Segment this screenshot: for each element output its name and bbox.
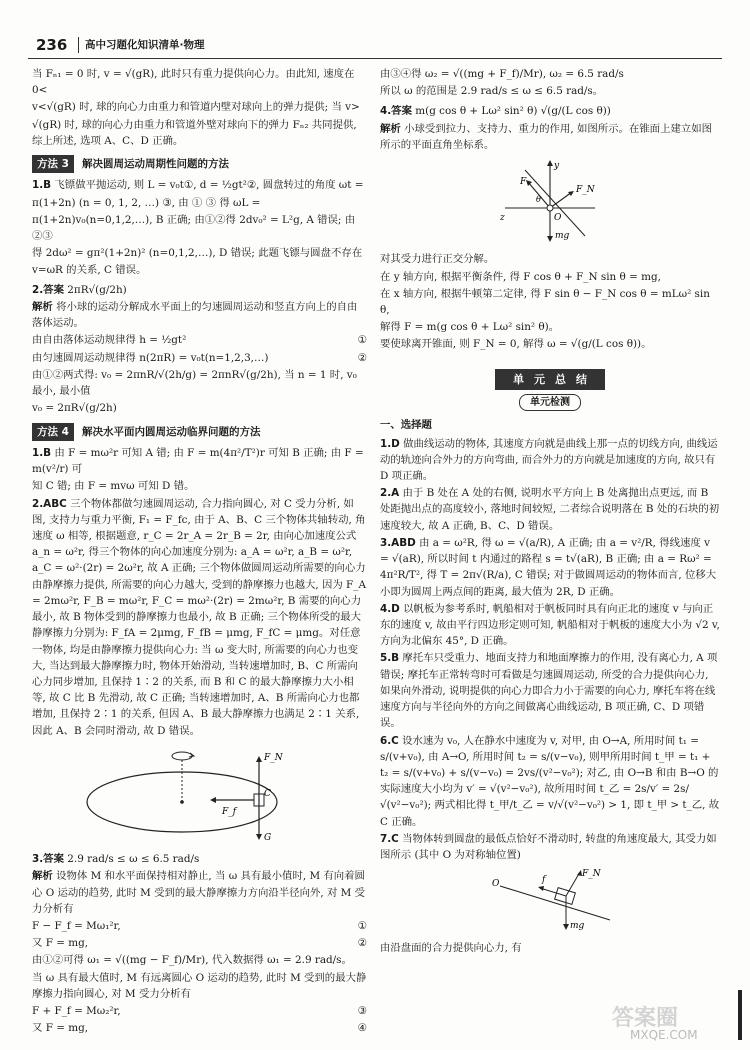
item-text: 当物体转到圆盘的最低点恰好不滑动时, 转盘的角速度最大, 其受力如图所示 (其中 O 为对称轴位置) [380, 832, 717, 862]
answer-value: 2πR√(g/2h) [67, 283, 127, 296]
answer-line: 在 y 轴方向, 根据平衡条件, 得 F cos θ + F_N sin θ = mg, [380, 270, 661, 283]
equation-ref: ② [357, 351, 367, 364]
label-mg: mg [555, 231, 570, 242]
item-number: 4.答案 [380, 105, 412, 118]
answer-value: m(g cos θ + Lω² sin² θ) √(g/(L cos θ)) [415, 105, 611, 118]
answer-item [32, 177, 367, 193]
label-ff: F_f [222, 806, 237, 817]
item-number: 6.C [380, 734, 399, 747]
equation-line [32, 918, 367, 934]
equation-line [32, 1020, 367, 1036]
equation-text: F + F_f = Mω₂²r, [32, 1005, 121, 1018]
page-header [28, 30, 722, 59]
answer-line: 由①②两式得: v₀ = 2πnR/√(2h/g) = 2πnR√(g/2h), 当 n = 1 时, v₀ 最小, 最小值 [32, 368, 357, 398]
item-text: 由 a = ω²R, 得 ω = √(a/R), A 正确; 由 a = v²/R, 得线速度 v = √(aR), 所以时间 t 内通过的路程 s = t√(aR), B 正确; 由 a = Rω² = 4π²R/T², 得 T = 2π√(R/a), C 错误; 对于做圆周运动的物体而言, 位移大小即为圆周上两点间的距离, 最大值为 2R, D 正确。 [380, 536, 717, 598]
intro-line: v<√(gR) 时, 球的向心力由重力和管道内壁对球向上的弹力提供; 当 v> [32, 101, 360, 114]
item-number: 2.A [380, 487, 400, 500]
answer-item [32, 445, 367, 477]
intro-line: √(gR) 时, 球的向心力由重力和管道外壁对球向下的弹力 Fₙ₂ 共同提供, 综上所述, 选项 A、C、D 正确。 [32, 118, 357, 147]
item-text: 三个物体都做匀速圆周运动, 合力指向圆心, 对 C 受力分析, 如图, 支持力与重力平衡, F₁ = F_fc, 由于 A、B、C 三个物体共轴转动, 角速度 ω 相等, 根据题意, r_C = 2r_A = 2r_B = 2r, 由向心加速度公式 a_n = ω²r, 得三个物体的向心加速度分别为: a_A = ω²r, a_B = ω²r, a_C = ω²·(2r) = 2ω²r, 故 A 正确; 三个物体做圆周运动所需要的向心力由静摩擦力提供, 所需要的向心力越大, 受到的静摩擦力也越大, 因为 F_A = 2mω²r, F_B = mω²r, F_C = mω²·(2r) = 2mω²r, B 需要的向心力最小, 故 B 物体受到的静摩擦力也最小, 故 B 正确; 三个物体所受的最大静摩擦力分别为: F_fA = 2μmg, F_fB = μmg, F_fC = μmg。对任意一物体, 均是由静摩擦力提供向心力: 当 ω 变大时, 所需要的向心力也变大, 当达到最大静摩擦力时, 物体开始滑动, 当转速增加时, B、C 所需向心力同步增加, 且保持 1∶2 的关系, 而 B 和 C 的最大静摩擦力大小相等, 故 C 比 B 先滑动, 故 C 正确; 当转速增加时, A、B 所需向心力也都增加, 且保持 2∶1 的关系, 但因 A、B 最大静摩擦力也满足 2∶1 关系, 因此 A、B 会同时滑动, 故 D 错误。 [32, 497, 366, 737]
answer-line: 对其受力进行正交分解。 [380, 253, 495, 266]
incline-force-diagram [380, 868, 720, 930]
answer-line: v₀ = 2πR√(g/2h) [32, 402, 117, 415]
answer-line: 在 x 轴方向, 根据牛顿第二定律, 得 F sin θ − F_N cos θ = mLω² sin θ, [380, 287, 710, 316]
item-text: 摩托车只受重力、地面支持力和地面摩擦力的作用, 没有离心力, A 项错误; 摩托车正常转弯时可看做是匀速圆周运动, 所受的合力提供向心力, 如果向外滑动, 说明提供的向心力即合力小于需要的向心力, 摩托车将在线速度方向与半径向外的方向之间做离心曲线运动, B 项正确, C、D 项错误。 [380, 652, 718, 730]
label-theta: θ [536, 195, 541, 205]
item-number: 3.答案 [32, 853, 64, 866]
equation-text: 由自由落体运动规律得 h = ½gt² [32, 334, 187, 347]
answer-value: 2.9 rad/s ≤ ω ≤ 6.5 rad/s [67, 853, 200, 866]
left-column [32, 66, 367, 1037]
answer-line: 由①②可得 ω₁ = √((mg − F_f)/Mr), 代入数据得 ω₁ = 2.9 rad/s。 [32, 954, 352, 967]
item-number: 3.ABD [380, 536, 416, 549]
answer-line: 当 ω 具有最大值时, M 有远离圆心 O 运动的趋势, 此时 M 受到的最大静摩擦力指向圆心, 对 M 受力分析有 [32, 971, 367, 1000]
label-mg: mg [570, 921, 585, 931]
answer-item [380, 831, 720, 863]
answer-line: 知 C 错; 由 F = mvω 可知 D 错。 [32, 480, 195, 493]
answer-line: 所以 ω 的范围是 2.9 rad/s ≤ ω ≤ 6.5 rad/s。 [380, 85, 604, 98]
method-title: 解决圆周运动周期性问题的方法 [81, 158, 229, 171]
item-text: 以帆板为参考系时, 帆船相对于帆板同时具有向正北的速度 v 与向正东的速度 v, 故由平行四边形定则可知, 帆船相对于帆板的速度大小为 √2 v, 方向为北偏东 45°, D 正确。 [380, 602, 720, 648]
method-tag: 方法 4 [32, 423, 74, 441]
analysis-text: 设物体 M 和水平面保持相对静止, 当 ω 具有最小值时, M 有向着圆心 O 运动的趋势, 此时 M 受到的最大静摩擦力方向沿半径向外, 对 M 受力分析有 [32, 870, 365, 915]
item-text: 飞镖做平抛运动, 则 L = v₀t①, d = ½gt²②, 圆盘转过的角度 ωt = [54, 179, 364, 192]
right-column [380, 66, 720, 957]
label-y: y [554, 161, 560, 172]
answer-line: 解得 F = m(g cos θ + Lω² sin² θ)。 [380, 321, 560, 334]
analysis-line [32, 299, 367, 331]
item-text: 由于 B 处在 A 处的右侧, 说明水平方向上 B 处离抛出点更远, 而 B 处距抛出点的高度较小, 落地时间较短, 二者综合说明落在 B 处的石块的初速度较大, 故 A 正确, B、C、D 错误。 [380, 487, 720, 532]
page-number: 236 [36, 36, 68, 54]
item-number: 1.D [380, 437, 400, 450]
equation-ref: ① [357, 334, 367, 347]
answer-line: 由③④得 ω₂ = √((mg + F_f)/Mr), ω₂ = 6.5 rad/s [380, 68, 624, 80]
label-g: G [264, 832, 272, 842]
analysis-label: 解析 [380, 122, 401, 135]
section-heading: 一、选择题 [380, 419, 432, 432]
watermark-logo: 答案圈 [612, 1006, 679, 1031]
page-edge-bar [738, 990, 742, 1040]
label-f: f [542, 875, 546, 886]
equation-line [32, 1003, 367, 1019]
item-number: 4.D [380, 602, 400, 615]
answer-item [380, 535, 720, 600]
unit-summary-banner [380, 369, 720, 390]
item-number: 1.B [32, 446, 52, 459]
item-number: 7.C [380, 832, 399, 845]
label-fn: F_N [264, 752, 283, 763]
answer-item [380, 650, 720, 731]
equation-text: 又 F = mg, [32, 937, 89, 950]
analysis-label: 解析 [32, 870, 53, 883]
method-3-heading [32, 155, 367, 173]
equation-ref: ③ [357, 1005, 367, 1018]
unit-test-tag [380, 394, 720, 412]
watermark-url: MXQE.COM [630, 1028, 698, 1042]
label-o: O [554, 213, 562, 224]
answer-item [32, 496, 367, 739]
label-z: z [500, 213, 505, 224]
answer-item [380, 485, 720, 534]
item-number: 5.B [380, 652, 400, 665]
label-o: O [492, 879, 500, 890]
answer-item [380, 601, 720, 650]
disc-force-diagram [32, 744, 367, 842]
equation-text: F − F_f = Mω₁²r, [32, 919, 121, 932]
book-title: 高中习题化知识清单·物理 [78, 37, 205, 53]
answer-line: 得 2dω² = gπ²(1+2n)² (n=0,1,2,…), D 错误; 此题飞镖与圆盘不存在 v=ωR 的关系, C 错误。 [32, 247, 363, 276]
unit-title: 单元总结 [495, 369, 605, 390]
equation-line [32, 332, 367, 348]
equation-line [32, 350, 367, 366]
item-number: 1.B [32, 179, 52, 192]
answer-line: π(1+2n)v₀(n=0,1,2,…), B 正确; 由①②得 2dv₀² = L²g, A 错误; 由②③ [32, 213, 356, 243]
unit-sub-label: 单元检测 [519, 394, 581, 412]
answer-line: 由沿盘面的合力提供向心力, 有 [380, 941, 522, 954]
answer-item [380, 733, 720, 830]
item-text: 设水速为 v₀, 人在静水中速度为 v, 对甲, 由 O→A, 所用时间 t₁ = s/(v+v₀), 由 A→O, 所用时间 t₂ = s/(v−v₀), 则甲所用时间 t_甲 = t₁ + t₂ = s/(v+v₀) + s/(v−v₀) = 2vs/(v²−v₀²); 对乙, 由 O→B 和由 B→O 的实际速度大小均为 v′ = √(v²−v₀²), 故所用时间 t_乙 = 2s/v′ = 2s/√(v²−v₀²); 两式相比得 t_甲/t_乙 = v/√(v²−v₀²) > 1, 即 t_甲 > t_乙, 故 C 正确。 [380, 734, 720, 828]
answer-line: 要使球离开锥面, 则 F_N = 0, 解得 ω = √(g/(L cos θ))。 [380, 338, 652, 351]
analysis-text: 小球受到拉力、支持力、重力的作用, 如图所示。在锥面上建立如图所示的平面直角坐标系。 [380, 122, 713, 151]
method-title: 解决水平面内圆周运动临界问题的方法 [81, 425, 261, 438]
answer-item [32, 851, 367, 867]
equation-text: 由匀速圆周运动规律得 n(2πR) = v₀t(n=1,2,3,…) [32, 351, 269, 364]
method-4-heading [32, 423, 367, 441]
cone-force-diagram [380, 158, 720, 242]
item-number: 2.ABC [32, 497, 67, 510]
equation-ref: ① [357, 919, 367, 932]
analysis-text: 将小球的运动分解成水平面上的匀速圆周运动和竖直方向上的自由落体运动。 [32, 301, 358, 330]
answer-item [380, 436, 720, 485]
item-number: 2.答案 [32, 283, 64, 296]
label-fn: F_N [576, 185, 595, 196]
method-tag: 方法 3 [32, 155, 74, 173]
item-text: 由 F = mω²r 可知 A 错; 由 F = m(4π²/T²)r 可知 B 正确; 由 F = m(v²/r) 可 [32, 446, 364, 476]
equation-ref: ④ [357, 1022, 367, 1035]
answer-item [380, 103, 720, 119]
analysis-label: 解析 [32, 301, 53, 313]
equation-line [32, 935, 367, 951]
item-text: 做曲线运动的物体, 其速度方向就是曲线上那一点的切线方向, 曲线运动的轨迹向合外力的方向弯曲, 而合外力的方向就是加速度的方向, 故只有 D 项正确。 [380, 437, 718, 483]
intro-line: 当 Fₙ₁ = 0 时, v = √(gR), 此时只有重力提供向心力。由此知, 速度在 0< [32, 68, 355, 97]
equation-ref: ② [357, 937, 367, 950]
answer-line: π(1+2n) (n = 0, 1, 2, …) ③, 由 ① ③ 得 ωL = [32, 196, 261, 209]
label-fn: F_N [582, 869, 601, 880]
label-f: F [520, 177, 527, 188]
analysis-line [380, 121, 720, 153]
answer-item [32, 282, 367, 298]
equation-text: 又 F = mg, [32, 1022, 89, 1035]
label-c: C [264, 788, 271, 799]
analysis-line [32, 868, 367, 917]
